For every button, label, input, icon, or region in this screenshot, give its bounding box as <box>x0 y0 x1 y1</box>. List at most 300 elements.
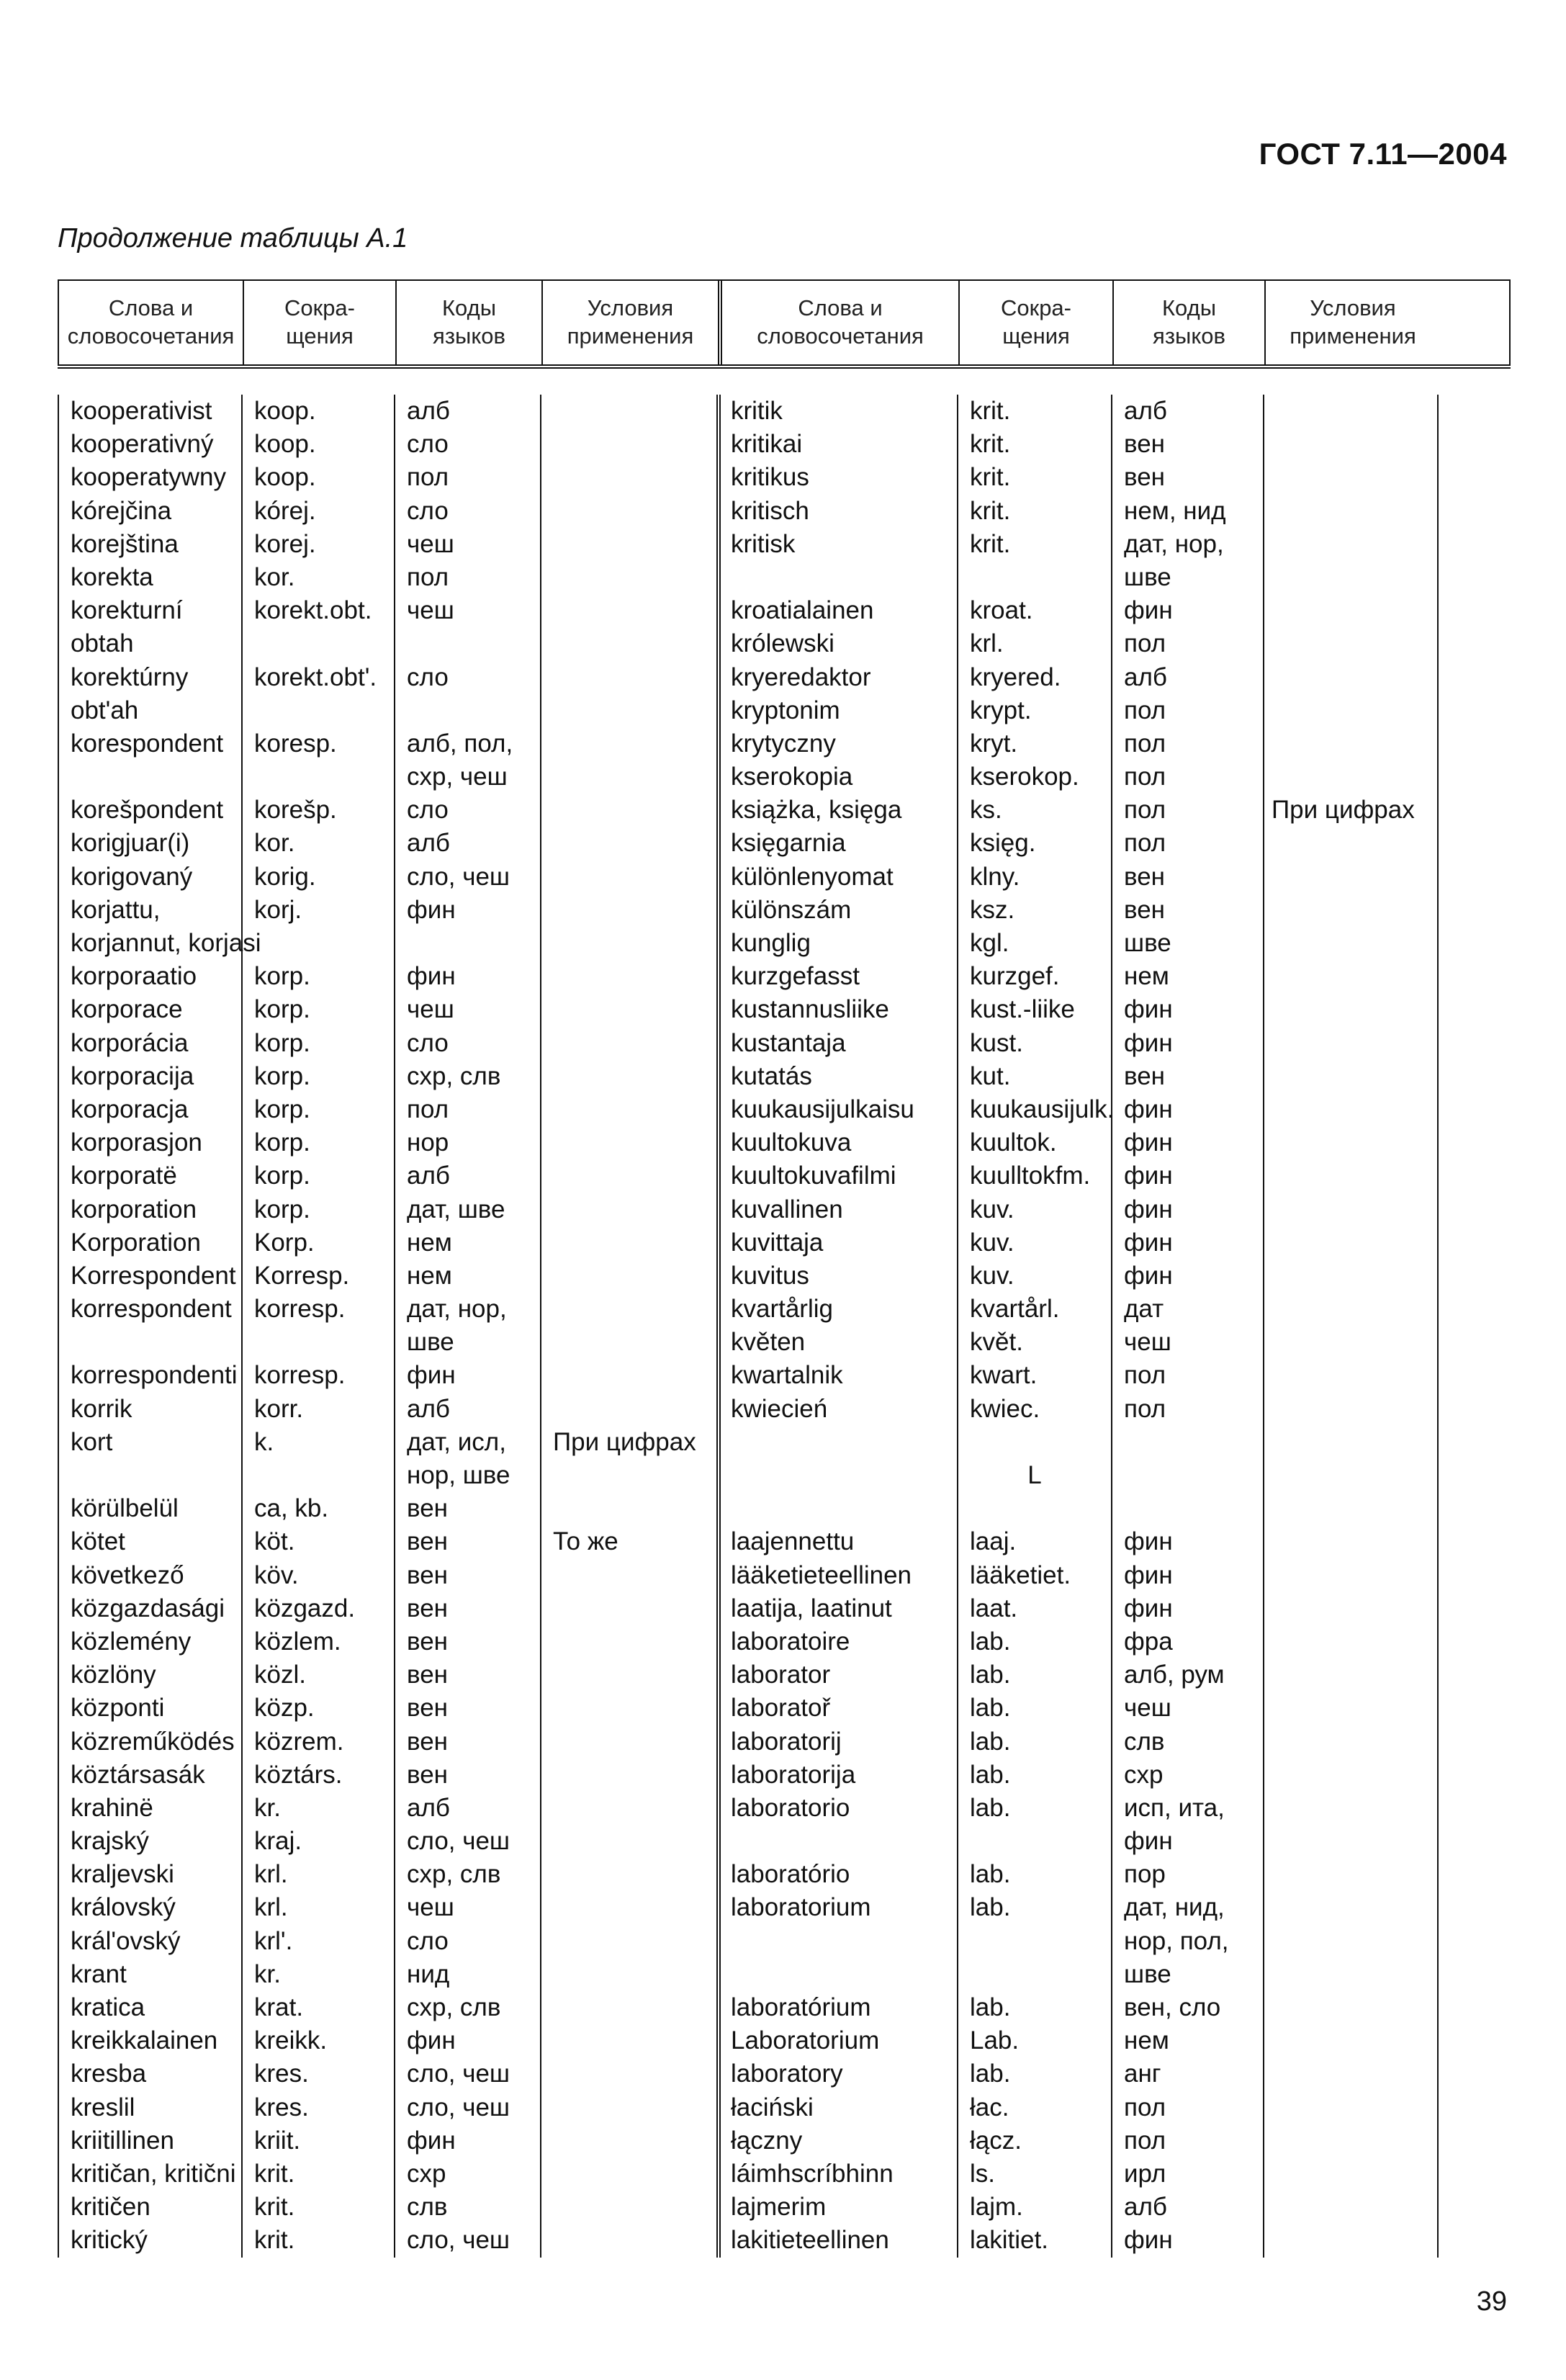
table-cell <box>553 627 716 660</box>
table-cell: közrem. <box>254 1727 344 1756</box>
table-cell: вен <box>407 1627 448 1656</box>
header-conditions-right: Условия применения <box>1264 281 1440 364</box>
table-cell: krant <box>71 1959 127 1988</box>
table-cell: kurzgefasst <box>731 962 860 991</box>
table-cell: lab. <box>970 1661 1011 1689</box>
table-cell <box>71 760 241 794</box>
table-cell: lab. <box>970 1793 1011 1822</box>
table-cell: дат, исл, <box>407 1427 506 1456</box>
table-cell: krajský <box>71 1827 149 1856</box>
table-cell <box>553 993 716 1026</box>
table-cell: дат, нор, <box>407 1295 507 1324</box>
table-cell: kryptonim <box>731 696 840 724</box>
table-cell <box>254 1459 394 1492</box>
table-cell: схр <box>1124 1760 1164 1789</box>
table-cell: korporacja <box>71 1095 189 1123</box>
table-cell: kor. <box>254 829 295 858</box>
table-cell <box>254 760 394 794</box>
table-cell: kraljevski <box>71 1860 174 1889</box>
table-cell <box>254 1326 394 1359</box>
table-cell: koop. <box>254 430 316 459</box>
table-cell <box>553 495 716 528</box>
table-cell: kwiec. <box>970 1394 1040 1423</box>
table-cell: kritikai <box>731 430 803 459</box>
table-cell: korresp. <box>254 1361 346 1390</box>
table-cell <box>553 1060 716 1093</box>
table-cell: пол <box>1124 729 1166 758</box>
table-cell: kor. <box>254 562 295 591</box>
table-cell: нем <box>1124 962 1169 991</box>
table-cell <box>407 694 540 727</box>
table-cell: korresp. <box>254 1295 346 1324</box>
table-cell: пол <box>407 463 449 492</box>
table-cell: korp. <box>254 1128 310 1157</box>
table-cell: нор, шве <box>407 1461 510 1489</box>
table-cell: пол <box>1124 1394 1166 1423</box>
table-cell: сло, чеш <box>407 2093 510 2121</box>
table-cell: kryeredaktor <box>731 663 871 691</box>
table-caption: Продолжение таблицы А.1 <box>58 223 408 253</box>
table-cell: Korrespondent <box>71 1261 236 1290</box>
table-cell: květ. <box>970 1328 1023 1357</box>
table-cell: фин <box>1124 1527 1173 1556</box>
table-cell <box>970 1958 1111 1991</box>
table-cell: közgazdasági <box>71 1594 225 1622</box>
table-cell: вен, сло <box>1124 1993 1221 2021</box>
table-cell: сло, чеш <box>407 862 510 891</box>
header-codes-left: Коды языков <box>395 281 541 364</box>
table-cell <box>553 894 716 927</box>
table-cell: фин <box>1124 2226 1173 2255</box>
table-cell <box>1124 1459 1263 1492</box>
table-cell: korp. <box>254 1028 310 1057</box>
column-codes-left <box>394 395 540 2258</box>
table-cell: сло, чеш <box>407 2226 510 2255</box>
table-cell: következő <box>71 1561 184 1589</box>
table-cell: korp. <box>254 962 310 991</box>
table-cell: korp. <box>254 1162 310 1190</box>
table-cell: алб <box>407 1793 450 1822</box>
table-cell: lab. <box>970 1627 1011 1656</box>
table-cell: дат, нид, <box>1124 1893 1225 1922</box>
table-cell: laatija, laatinut <box>731 1594 892 1622</box>
table-cell: kvartårlig <box>731 1295 833 1324</box>
header-words-left: Слова и словосочетания <box>67 295 235 349</box>
table-cell <box>553 794 716 827</box>
table-cell: нор, пол, <box>1124 1926 1229 1955</box>
table-cell: шве <box>407 1328 454 1357</box>
table-cell: схр, слв <box>407 1061 501 1090</box>
table-cell: különszám <box>731 895 852 924</box>
table-cell: kurzgef. <box>970 962 1060 991</box>
table-cell: lab. <box>970 1993 1011 2021</box>
table-cell: kust. <box>970 1028 1023 1057</box>
table-cell: дат, нор, <box>1124 529 1224 558</box>
table-cell: фин <box>1124 1095 1173 1123</box>
table-cell: kritisk <box>731 529 796 558</box>
table-cell: фин <box>1124 1261 1173 1290</box>
table-cell: laboratório <box>731 1860 850 1889</box>
table-cell: közl. <box>254 1661 306 1689</box>
table-cell <box>553 1093 716 1126</box>
table-cell: сло, чеш <box>407 1827 510 1856</box>
table-cell: шве <box>1124 1959 1171 1988</box>
table-cell <box>731 1958 957 1991</box>
column-words-left <box>58 395 261 2258</box>
table-cell: анг <box>1124 2060 1161 2088</box>
table-cell: вен <box>1124 463 1165 492</box>
table-cell: korešpondent <box>71 796 224 825</box>
table-cell: kooperatywny <box>71 463 226 492</box>
table-cell: kreikk. <box>254 2026 328 2055</box>
table-cell: kreikkalainen <box>71 2026 218 2055</box>
table-cell: królewski <box>731 629 834 658</box>
table-cell: korj. <box>254 895 302 924</box>
table-cell <box>553 1159 716 1193</box>
table-cell: нор <box>407 1128 449 1157</box>
header-words-right: Слова и словосочетания <box>718 281 958 364</box>
table-cell: körülbelül <box>71 1494 179 1523</box>
table-cell: вен <box>407 1527 448 1556</box>
table-cell: kritik <box>731 397 783 425</box>
table-cell: laboratorio <box>731 1793 850 1822</box>
table-cell: фин <box>1124 1128 1173 1157</box>
table-cell <box>553 395 716 428</box>
table-cell: сло, чеш <box>407 2060 510 2088</box>
table-cell: схр <box>407 2159 446 2188</box>
table-cell: k. <box>254 1427 274 1456</box>
table-cell: фин <box>1124 1028 1173 1057</box>
table-cell: kriitillinen <box>71 2126 174 2155</box>
table-cell: алб <box>1124 2193 1167 2222</box>
column-words-right <box>716 395 957 2258</box>
table-cell: сло <box>407 1926 449 1955</box>
table-cell: krit. <box>970 529 1011 558</box>
table-cell: ksz. <box>970 895 1015 924</box>
table-cell <box>553 760 716 794</box>
table-cell: laajennettu <box>731 1527 855 1556</box>
table-cell: вен <box>1124 430 1165 459</box>
table-cell <box>407 927 540 960</box>
table-cell: алб <box>1124 663 1167 691</box>
table-cell: вен <box>407 1694 448 1723</box>
table-cell: łaciński <box>731 2093 814 2121</box>
table-cell: korejština <box>71 529 179 558</box>
table-cell: пол <box>1124 2126 1166 2155</box>
table-cell: схр, слв <box>407 1860 501 1889</box>
table-cell <box>254 927 394 960</box>
table-cell: korešp. <box>254 796 337 825</box>
table-cell <box>553 661 716 694</box>
table-cell: közlem. <box>254 1627 341 1656</box>
table-cell: köv. <box>254 1561 299 1589</box>
table-cell: korporaatio <box>71 962 197 991</box>
table-cell: kr. <box>254 1959 281 1988</box>
column-abbr-left <box>241 395 394 2258</box>
table-cell: koop. <box>254 463 316 492</box>
table-cell: kooperativist <box>71 397 212 425</box>
table-cell: lab. <box>970 1694 1011 1723</box>
column-conditions-left <box>540 395 716 2258</box>
table-cell: пол <box>407 1095 449 1123</box>
table-cell: księgarnia <box>731 829 846 858</box>
table-cell: korig. <box>254 862 316 891</box>
table-cell <box>970 1426 1111 1459</box>
table-cell <box>1272 594 1437 627</box>
table-cell <box>553 1393 716 1426</box>
table-cell: közreműködés <box>71 1727 235 1756</box>
table-cell: kutatás <box>731 1061 812 1090</box>
table-cell: L <box>1027 1461 1042 1489</box>
table-cell: köztársasák <box>71 1760 205 1789</box>
table-cell: księg. <box>970 829 1036 858</box>
table-cell: lab. <box>970 1893 1011 1922</box>
table-cell: алб, рум <box>1124 1661 1225 1689</box>
table-cell: сло <box>407 796 449 825</box>
table-cell: kuvitus <box>731 1261 809 1290</box>
table-cell: laboratórium <box>731 1993 871 2021</box>
table-cell: При цифрах <box>1272 796 1415 825</box>
table-cell: kwartalnik <box>731 1361 843 1390</box>
table-cell: фин <box>1124 1228 1173 1257</box>
table-cell: сло <box>407 496 449 525</box>
table-cell: алб, пол, <box>407 729 513 758</box>
table-cell: lakitiet. <box>970 2226 1048 2255</box>
table-cell: вен <box>407 1661 448 1689</box>
table-cell <box>553 428 716 461</box>
table-cell: központi <box>71 1694 165 1723</box>
table-cell: lääketieteellinen <box>731 1561 912 1589</box>
table-cell: kunglig <box>731 929 811 957</box>
table-cell: koresp. <box>254 729 337 758</box>
table-cell: obt'ah <box>71 696 139 724</box>
table-cell <box>1124 1426 1263 1459</box>
table-cell: korekta <box>71 562 153 591</box>
table-cell: laboratoire <box>731 1627 850 1656</box>
table-cell: krl. <box>970 629 1004 658</box>
table-cell: пол <box>1124 629 1166 658</box>
table-cell: kritický <box>71 2226 148 2255</box>
table-cell: krl. <box>254 1893 288 1922</box>
table-cell <box>731 1925 957 1958</box>
table-cell <box>71 1459 241 1492</box>
table-cell: krytyczny <box>731 729 836 758</box>
table-cell <box>970 1825 1111 1858</box>
table-cell: ls. <box>970 2159 995 2188</box>
table-cell <box>553 1326 716 1359</box>
table-cell: kórejčina <box>71 496 172 525</box>
table-cell: kres. <box>254 2060 309 2088</box>
table-cell: пол <box>1124 696 1166 724</box>
table-cell: łącz. <box>970 2126 1022 2155</box>
table-cell: korporation <box>71 1195 197 1223</box>
table-cell <box>553 1226 716 1259</box>
table-cell: При цифрах <box>553 1427 696 1456</box>
table-cell: klny. <box>970 862 1020 891</box>
table-cell: květen <box>731 1328 806 1357</box>
table-cell: kgl. <box>970 929 1009 957</box>
table-cell: kuv. <box>970 1261 1014 1290</box>
table-cell <box>1272 495 1437 528</box>
table-cell: фин <box>1124 1561 1173 1589</box>
table-cell: алб <box>407 829 450 858</box>
table-cell <box>553 861 716 894</box>
table-cell: kroat. <box>970 596 1033 625</box>
table-cell: krit. <box>970 463 1011 492</box>
table-cell: laboratory <box>731 2060 843 2088</box>
table-cell: чеш <box>1124 1328 1171 1357</box>
table-cell: krl'. <box>254 1926 293 1955</box>
table-cell: kreslil <box>71 2093 135 2121</box>
table-cell: сло <box>407 663 449 691</box>
table-cell: láimhscríbhinn <box>731 2159 894 2188</box>
table-cell: чеш <box>407 1893 454 1922</box>
table-cell: közgazd. <box>254 1594 356 1622</box>
header-abbr-left: Сокра- щения <box>243 281 395 364</box>
table-cell <box>553 561 716 594</box>
table-cell: kratica <box>71 1993 145 2021</box>
table-cell: kuvallinen <box>731 1195 843 1223</box>
table-cell: lab. <box>970 1860 1011 1889</box>
table-cell: исп, ита, <box>1124 1793 1225 1822</box>
table-cell: krypt. <box>970 696 1032 724</box>
table-cell <box>553 1027 716 1060</box>
table-cell: kuukausijulk. <box>970 1095 1115 1123</box>
table-cell: kryered. <box>970 663 1061 691</box>
table-cell: Korporation <box>71 1228 201 1257</box>
table-cell: korej. <box>254 529 316 558</box>
table-cell: фин <box>1124 1594 1173 1622</box>
table-header-row <box>58 279 1511 364</box>
table-cell <box>970 1925 1111 1958</box>
table-cell <box>553 827 716 860</box>
table-cell: фин <box>407 2026 456 2055</box>
table-cell: чеш <box>407 529 454 558</box>
table-cell: алб <box>407 397 450 425</box>
table-cell: вен <box>1124 895 1165 924</box>
table-cell: слв <box>407 2193 448 2222</box>
page-number: 39 <box>1476 2286 1507 2317</box>
table-cell: вен <box>407 1561 448 1589</box>
table-cell: вен <box>407 1594 448 1622</box>
table-cell: фра <box>1124 1627 1173 1656</box>
table-cell <box>731 561 957 594</box>
table-cell <box>1272 528 1437 561</box>
table-cell: korekt.obt. <box>254 596 372 625</box>
table-cell: korjannut, korjasi <box>71 929 261 957</box>
table-cell <box>731 1459 957 1492</box>
table-cell: ca, kb. <box>254 1494 329 1523</box>
table-cell: korjattu, <box>71 895 161 924</box>
table-cell: korp. <box>254 1095 310 1123</box>
column-codes-right <box>1111 395 1263 2258</box>
header-conditions-left: Условия применения <box>541 281 718 364</box>
table-cell: kserokop. <box>970 763 1079 791</box>
table-cell <box>71 1326 241 1359</box>
header-abbr-right: Сокра- щения <box>958 281 1112 364</box>
table-cell: korporatë <box>71 1162 177 1190</box>
table-cell: вен <box>1124 1061 1165 1090</box>
table-cell: пол <box>1124 763 1166 791</box>
table-cell: kritičen <box>71 2193 150 2222</box>
table-cell: különlenyomat <box>731 862 894 891</box>
table-cell <box>731 1426 957 1459</box>
table-cell: нид <box>407 1959 450 1988</box>
table-cell <box>553 594 716 627</box>
table-cell: пол <box>1124 1361 1166 1390</box>
table-cell: korp. <box>254 995 310 1024</box>
table-cell: фин <box>1124 1195 1173 1223</box>
table-cell: пол <box>1124 796 1166 825</box>
table-cell: krat. <box>254 1993 304 2021</box>
table-cell <box>553 1459 716 1492</box>
table-cell <box>553 1492 716 1525</box>
table-cell: kritisch <box>731 496 809 525</box>
table-cell: laboratorium <box>731 1893 871 1922</box>
table-cell: łac. <box>970 2093 1009 2121</box>
table-cell: чеш <box>407 596 454 625</box>
table-cell <box>970 561 1111 594</box>
table-cell: Korresp. <box>254 1261 350 1290</box>
table-cell: алб <box>1124 397 1167 425</box>
table-cell <box>553 694 716 727</box>
table-cell: чеш <box>407 995 454 1024</box>
table-cell: koop. <box>254 397 316 425</box>
table-cell: krl. <box>254 1860 288 1889</box>
table-cell: köztárs. <box>254 1760 343 1789</box>
table-cell <box>1272 627 1437 660</box>
table-cell <box>1272 561 1437 594</box>
standard-designation: ГОСТ 7.11—2004 <box>1259 137 1507 171</box>
table-cell: kraj. <box>254 1827 302 1856</box>
table-cell: kuulltokfm. <box>970 1162 1091 1190</box>
table-cell <box>1272 395 1437 428</box>
table-cell: král'ovský <box>71 1926 181 1955</box>
table-cell: obtah <box>71 629 134 658</box>
table-cell: korporasjon <box>71 1128 202 1157</box>
table-cell: korrik <box>71 1394 132 1423</box>
table-cell: вен <box>407 1494 448 1523</box>
table-cell: krit. <box>254 2159 295 2188</box>
table-cell: фин <box>407 1361 456 1390</box>
table-cell: фин <box>1124 596 1173 625</box>
table-cell: kresba <box>71 2060 147 2088</box>
table-cell: kwiecień <box>731 1394 828 1423</box>
table-cell <box>553 1193 716 1226</box>
table-cell: kustantaja <box>731 1028 846 1057</box>
table-cell: kritičan, kritični <box>71 2159 236 2188</box>
table-cell: kustannusliike <box>731 995 889 1024</box>
table-cell: közp. <box>254 1694 315 1723</box>
table-cell: вен <box>407 1760 448 1789</box>
table-cell: krit. <box>970 430 1011 459</box>
table-cell: шве <box>1124 929 1171 957</box>
table-cell: ирл <box>1124 2159 1166 2188</box>
table-cell: lajmerim <box>731 2193 827 2222</box>
table-cell <box>1272 694 1437 727</box>
table-cell: схр, слв <box>407 1993 501 2021</box>
table-cell: сло <box>407 430 449 459</box>
table-cell: нем <box>407 1261 452 1290</box>
table-cell: kvartårl. <box>970 1295 1060 1324</box>
table-cell: korrespondenti <box>71 1361 238 1390</box>
table-cell <box>731 1825 957 1858</box>
table-cell: laboratorija <box>731 1760 856 1789</box>
table-cell: laboratorij <box>731 1727 842 1756</box>
table-cell: książka, księga <box>731 796 902 825</box>
table-cell: фин <box>1124 1827 1173 1856</box>
table-cell: kooperativný <box>71 430 214 459</box>
